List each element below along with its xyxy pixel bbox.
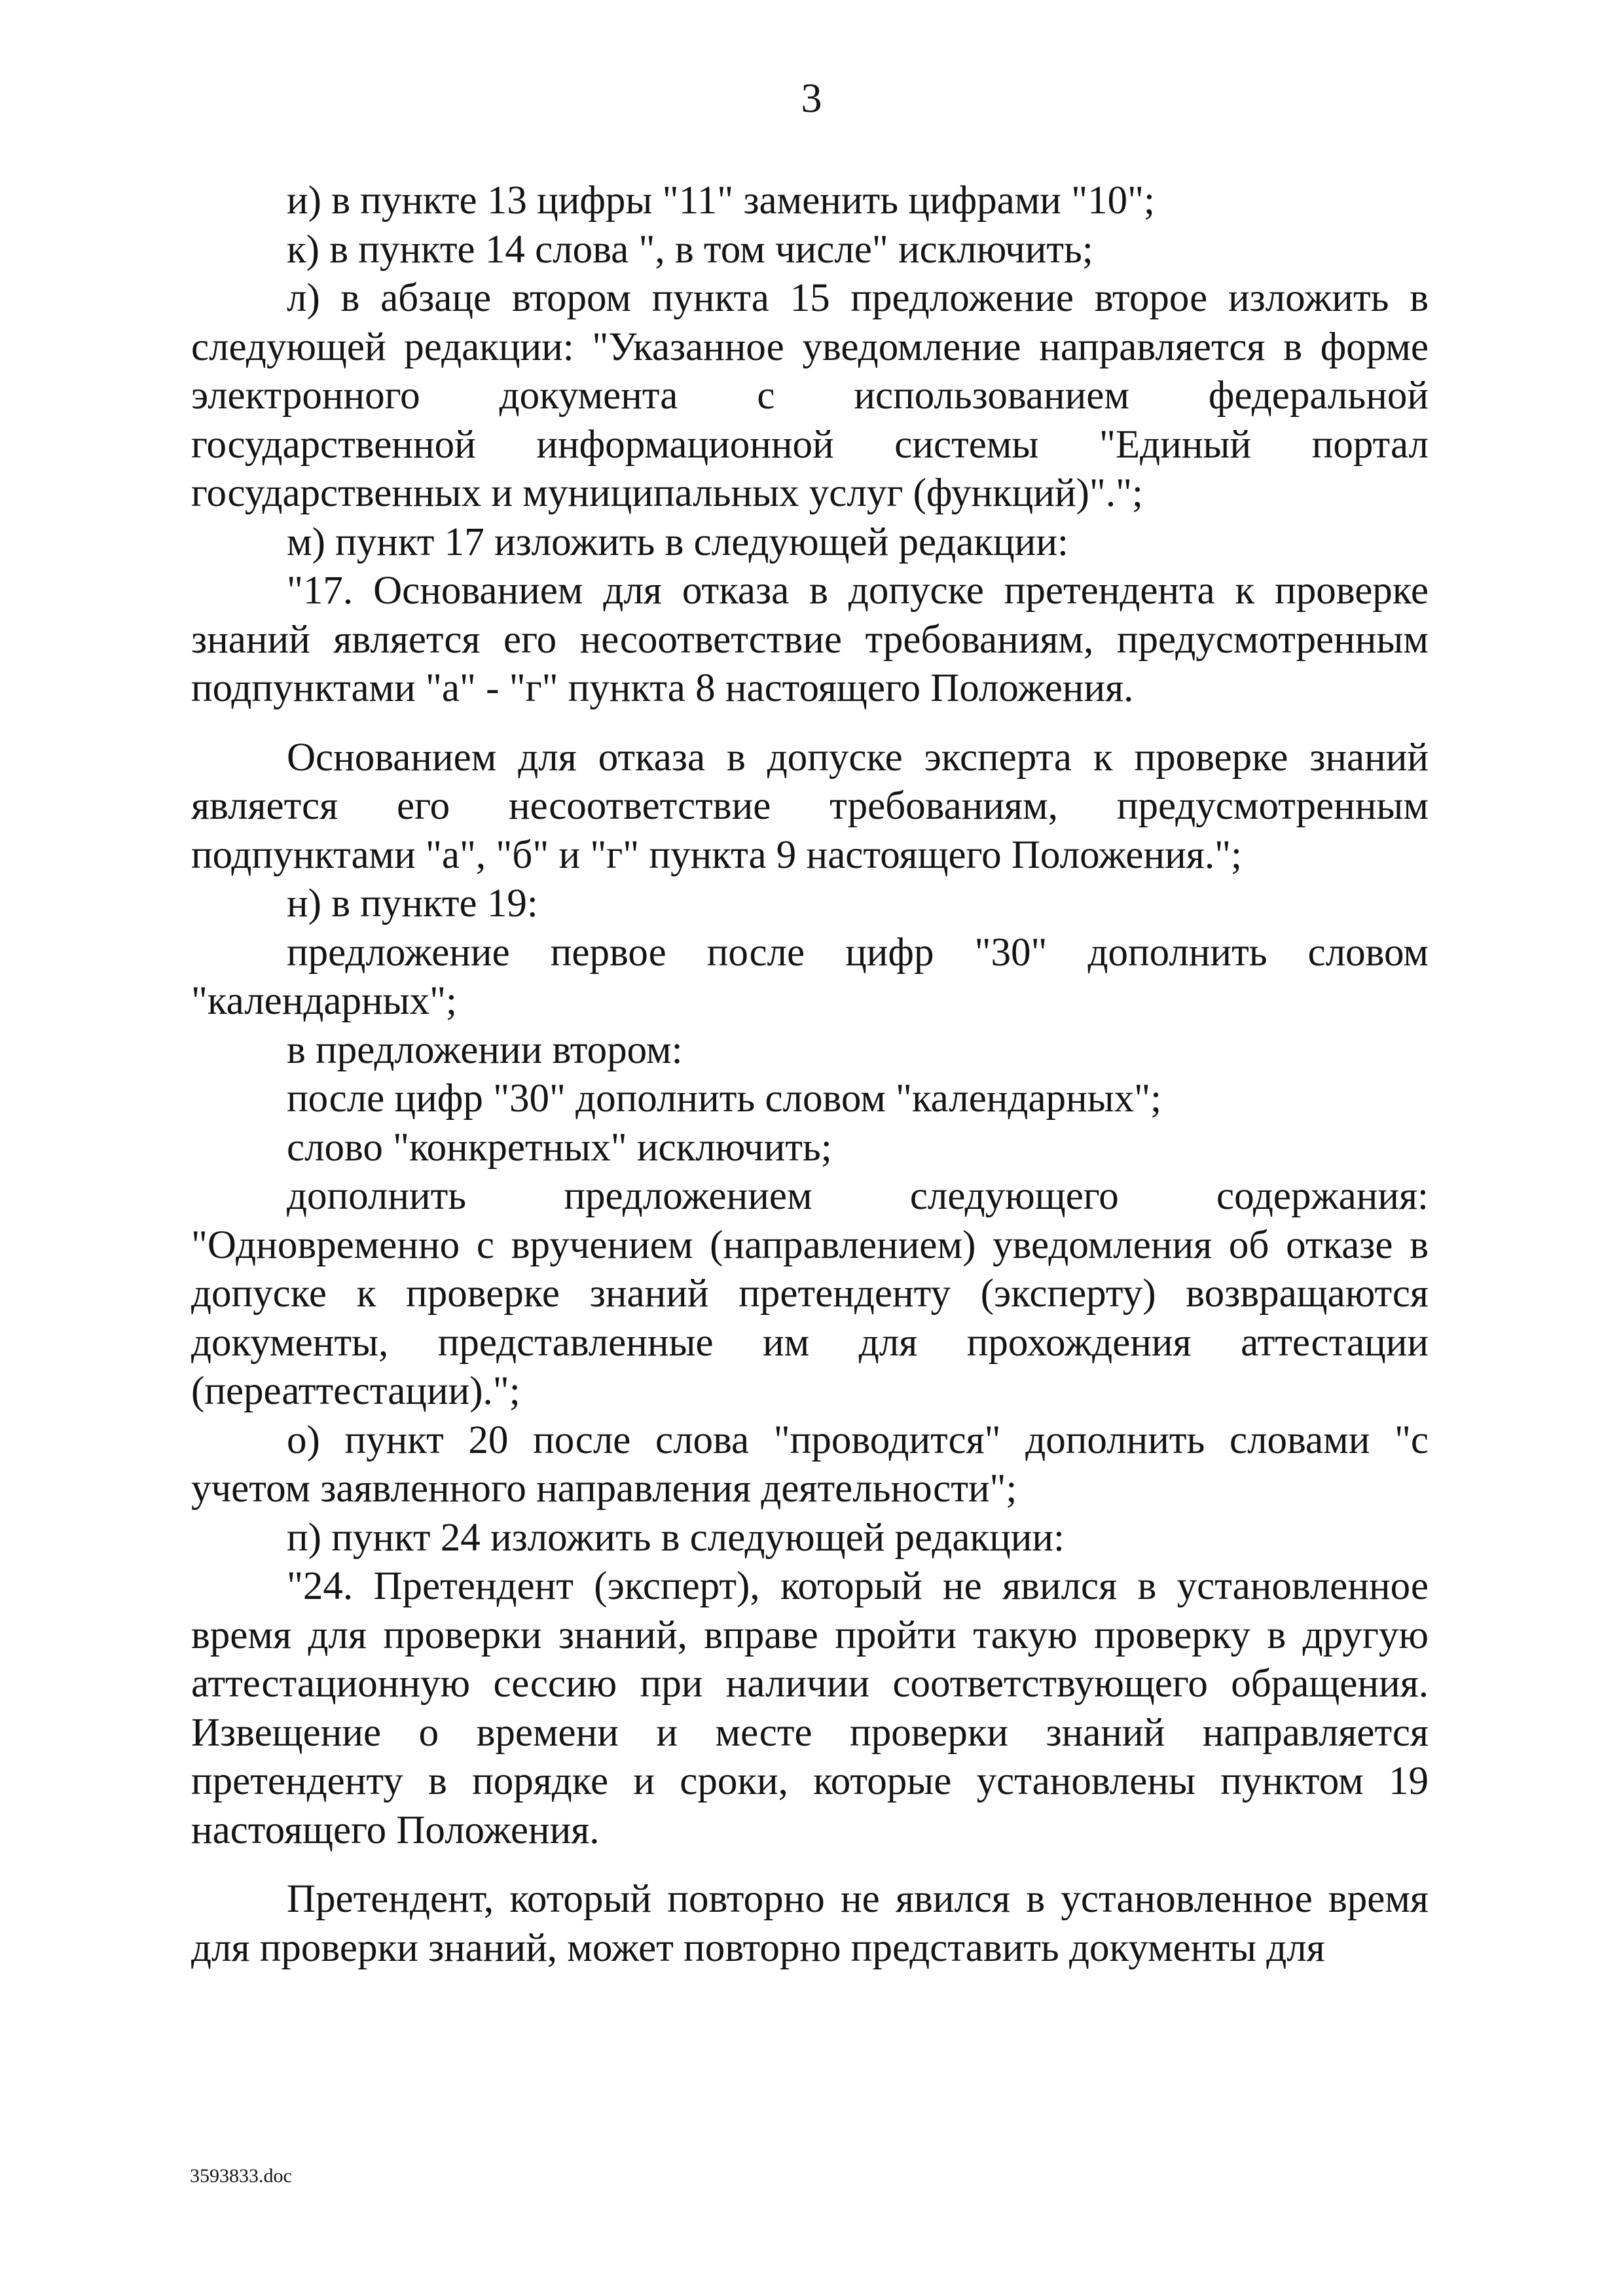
amendment-item-i: и) в пункте 13 цифры "11" заменить цифрами "10"; [287, 179, 1155, 223]
amendment-item-p: п) пункт 24 изложить в следующей редакции: [287, 1515, 1065, 1560]
clause-19-sentence-two-change-1: после цифр "30" дополнить словом "календарных"; [287, 1077, 1162, 1121]
clause-19-sentence-one: предложение первое после цифр "30" дополнить словом "календарных"; [191, 930, 1429, 1023]
amendment-item-k: к) в пункте 14 слова ", в том числе" исключить; [287, 227, 1093, 272]
amendment-item-o: о) пункт 20 после слова "проводится" дополнить словами "с учетом заявленного направления деятельности"; [191, 1418, 1429, 1511]
clause-17-paragraph-1: "17. Основанием для отказа в допуске претендента к проверке знаний является его несоответствие требованиям, предусмотренным подпунктами "а" - "г" пункта 8 настоящего Положения. [191, 569, 1429, 710]
amendment-item-m: м) пункт 17 изложить в следующей редакции: [287, 520, 1068, 564]
page-number: 3 [801, 75, 822, 121]
clause-19-sentence-two-change-2: слово "конкретных" исключить; [287, 1125, 832, 1170]
amendment-item-l: л) в абзаце втором пункта 15 предложение второе изложить в следующей редакции: "Указанное уведомление направляется в форме электронного документа с использованием федеральной государственной информационной системы "Единый портал государственных и муниципальных услуг (функций)"."; [191, 276, 1429, 515]
amendment-item-n: н) в пункте 19: [287, 882, 538, 925]
clause-19-addition: дополнить предложением следующего содержания: "Одновременно с вручением (направлением) уведомления об отказе в допуске к проверке знаний претенденту (эксперту) возвращаются документы, представленные им для прохождения аттестации (переаттестации)."; [191, 1174, 1429, 1413]
clause-24-paragraph-1: "24. Претендент (эксперт), который не явился в установленное время для проверки знаний, вправе пройти такую проверку в другую аттестационную сессию при наличии соответствующего обращения. Извещение о времени и месте проверки знаний направляется претенденту в порядке и сроки, которые установлены пунктом 19 настоящего Положения. [191, 1564, 1429, 1852]
clause-17-paragraph-2: Основанием для отказа в допуске эксперта к проверке знаний является его несоответствие требованиям, предусмотренным подпунктами "а", "б" и "г" пункта 9 настоящего Положения."; [191, 735, 1429, 877]
clause-19-sentence-two-heading: в предложении втором: [287, 1028, 683, 1072]
clause-24-paragraph-2: Претендент, который повторно не явился в установленное время для проверки знаний, может повторно представить документы для [191, 1877, 1429, 1970]
document-file-name: 3593833.doc [190, 2165, 292, 2187]
document-body [191, 177, 1429, 1973]
